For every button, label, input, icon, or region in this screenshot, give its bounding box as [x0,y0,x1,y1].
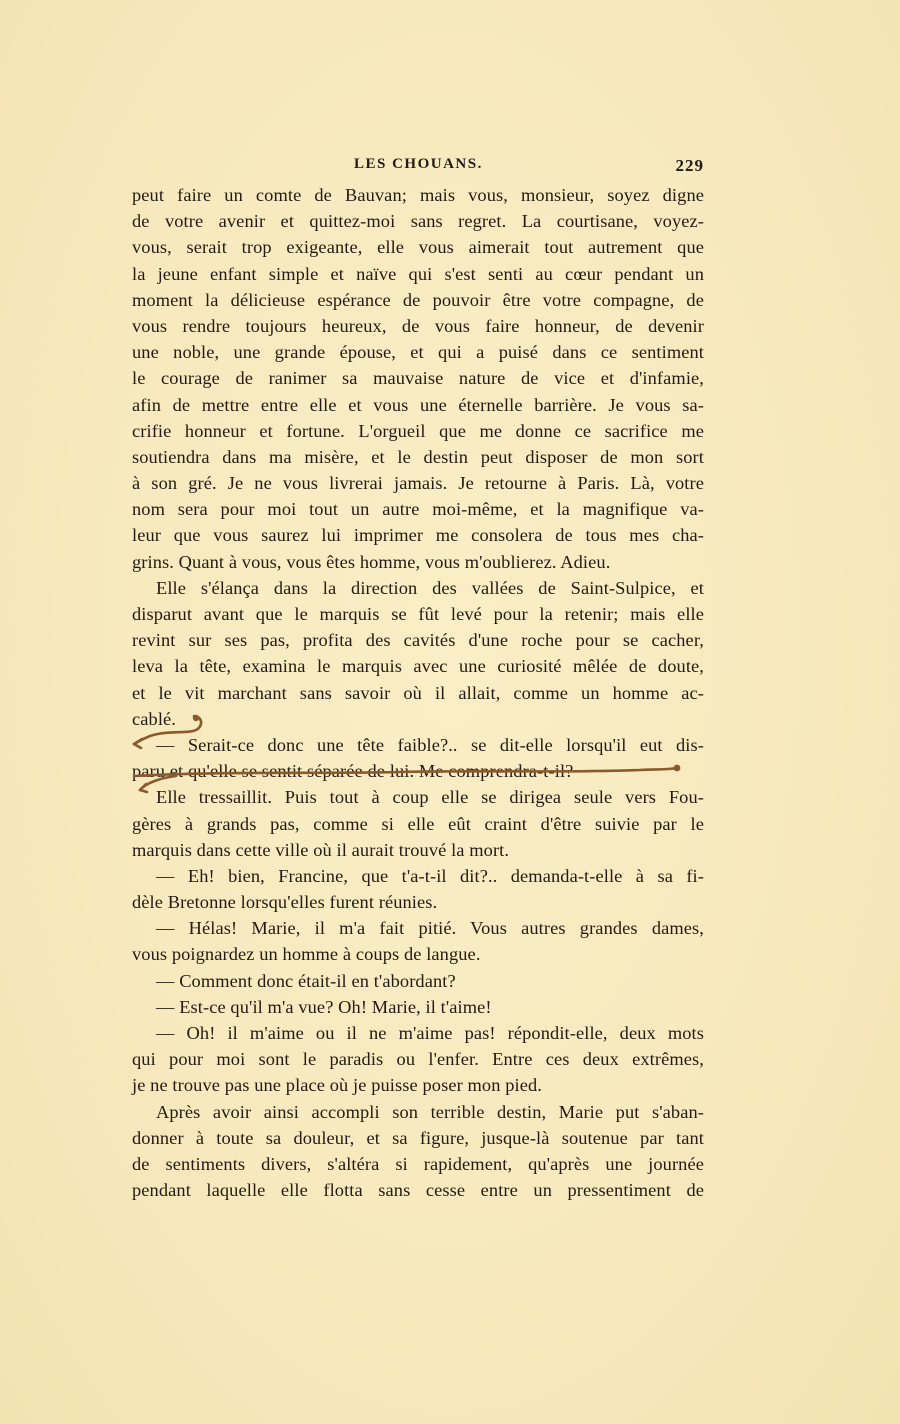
text-line: leur que vous saurez lui imprimer me consolera de tous mes cha- [132,525,704,546]
text-line: disparut avant que le marquis se fût levé pour la retenir; mais elle [132,604,704,624]
text-line: soutiendra dans ma misère, et le destin peut disposer de mon sort [132,446,704,467]
text-line: — Eh! bien, Francine, que t'a-t-il dit?.. demanda-t-elle à sa fi- [156,865,704,886]
text-line: qui pour moi sont le paradis ou l'enfer. Entre ces deux extrêmes, [132,1049,704,1070]
text-line: le courage de ranimer sa mauvaise nature de vice et d'infamie, [132,368,704,389]
text-line: vous, serait trop exigeante, elle vous aimerait tout autrement que [132,237,704,258]
text-line: marquis dans cette ville où il aurait trouvé la mort. [132,839,510,860]
text-line: gères à grands pas, comme si elle eût craint d'être suivie par le [132,813,704,834]
text-line: vous poignardez un homme à coups de langue. [132,944,481,965]
book-title: LES CHOUANS. [354,156,483,172]
text-line: Elle s'élança dans la direction des vallées de Saint-Sulpice, et [156,577,704,598]
text-line: et le vit marchant sans savoir où il allait, comme un homme ac- [132,682,704,703]
text-line: la jeune enfant simple et naïve qui s'est senti au cœur pendant un [132,263,704,284]
text-line: nom sera pour moi tout un autre moi-même, et la magnifique va- [132,499,704,520]
text-line: Après avoir ainsi accompli son terrible destin, Marie put s'aban- [156,1101,704,1122]
page-number: 229 [675,156,704,175]
text-line: crifie honneur et fortune. L'orgueil que me donne ce sacrifice me [132,420,704,441]
text-line: à son gré. Je ne vous livrerai jamais. Je retourne à Paris. Là, votre [132,473,704,494]
text-line: — Est-ce qu'il m'a vue? Oh! Marie, il t'aime! [156,996,492,1017]
text-line: leva la tête, examina le marquis avec une curiosité mêlée de doute, [132,656,704,677]
text-line: — Serait-ce donc une tête faible?.. se dit-elle lorsqu'il eut dis- [156,734,704,755]
text-line: dèle Bretonne lorsqu'elles furent réunies. [132,892,438,913]
text-line: donner à toute sa douleur, et sa figure, jusque-là soutenue par tant [132,1127,704,1148]
text-line: grins. Quant à vous, vous êtes homme, vous m'oublierez. Adieu. [132,551,611,572]
text-line: peut faire un comte de Bauvan; mais vous, monsieur, soyez digne [132,185,704,205]
text-line: moment la délicieuse espérance de pouvoir être votre compagne, de [132,289,704,310]
text-line: revint sur ses pas, profita des cavités d'une roche pour se cacher, [132,630,704,651]
text-line: de votre avenir et quittez-moi sans regret. La courtisane, voyez- [132,211,704,232]
running-head [132,156,704,180]
text-line: — Oh! il m'aime ou il ne m'aime pas! répondit-elle, deux mots [156,1023,704,1043]
text-line: afin de mettre entre elle et vous une éternelle barrière. Je vous sa- [132,394,704,415]
text-line: Elle tressaillit. Puis tout à coup elle se dirigea seule vers Fou- [156,787,704,808]
text-line: de sentiments divers, s'altéra si rapidement, qu'après une journée [132,1153,704,1174]
text-line: — Hélas! Marie, il m'a fait pitié. Vous autres grandes dames, [156,918,704,939]
text-line: vous rendre toujours heureux, de vous faire honneur, de devenir [132,315,704,336]
text-line: pendant laquelle elle flotta sans cesse entre un pressentiment de [132,1180,704,1201]
text-line: cablé. [132,708,176,729]
text-line: paru et qu'elle se sentit séparée de lui. Me comprendra-t-il? [132,761,574,782]
text-line: — Comment donc était-il en t'abordant? [156,970,456,991]
body-text [132,182,704,1203]
text-line: une noble, une grande épouse, et qui a puisé dans ce sentiment [132,342,704,363]
text-line: je ne trouve pas une place où je puisse poser mon pied. [132,1075,542,1096]
